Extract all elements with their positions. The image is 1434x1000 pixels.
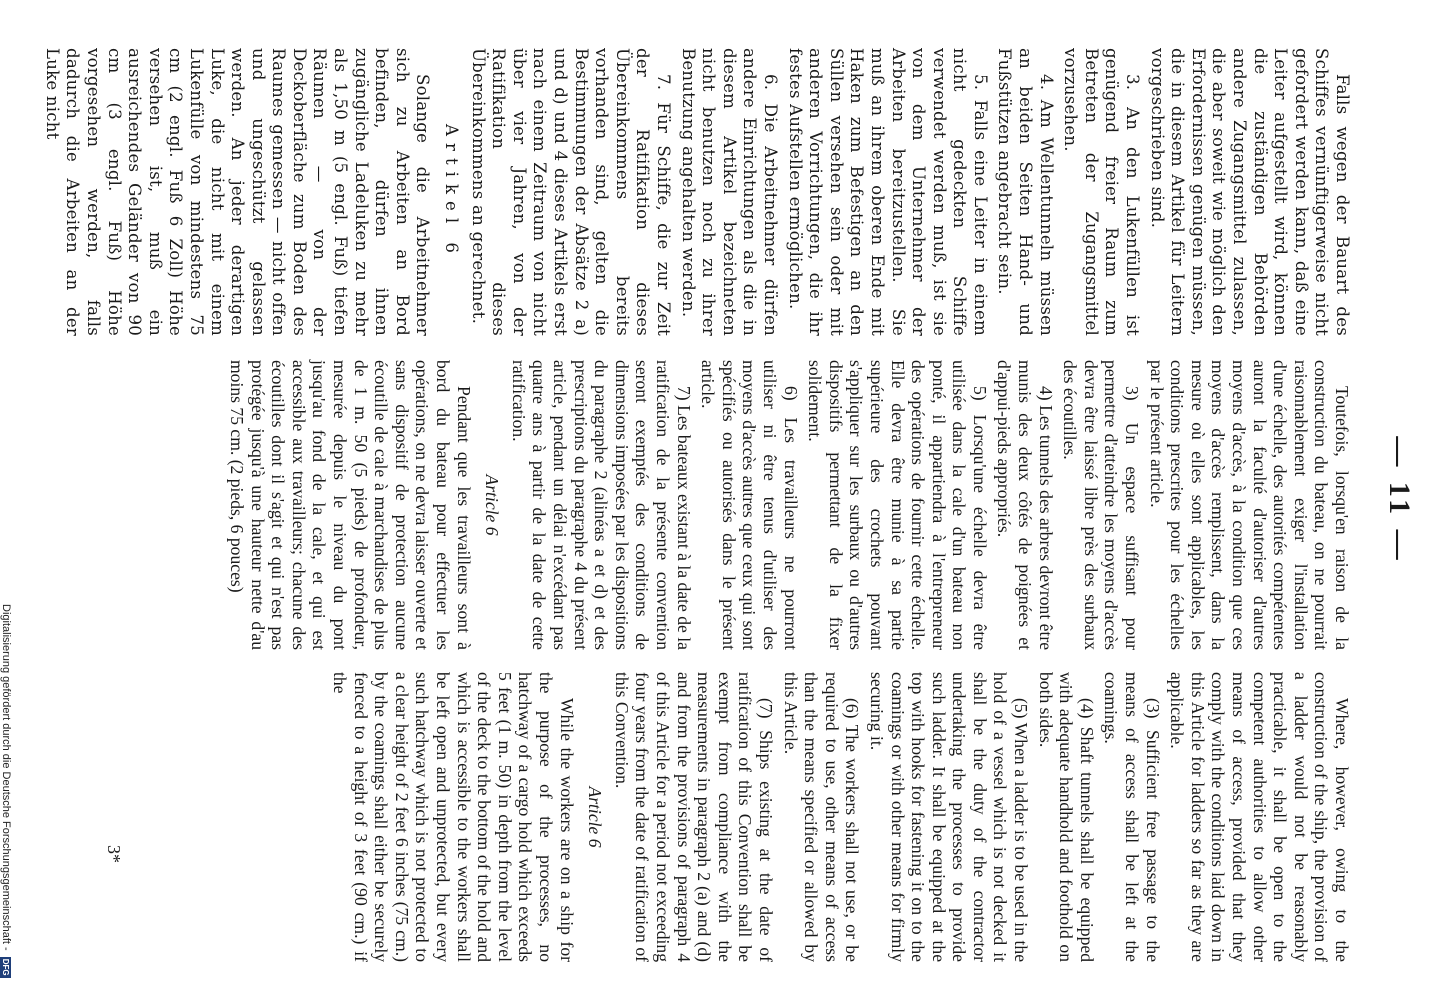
english-paragraph-5: (5) When a ladder is to be used in the hold of a vessel which is not decked it shall be the duty of the contractor undertaking the processes to provide such ladder. It shall be equipped at the top with hooks for fastening it on to the coamings or with other means for firmly securing it. <box>866 672 1032 962</box>
german-paragraph-4: 4. Am Wellentunneln müssen an beiden Seiten Hand- und Fußstützen angebracht sein. <box>995 48 1056 336</box>
french-paragraph-4: 4) Les tunnels des arbres devront être munis des deux côtés de poignées et d'appui-pieds appropriés. <box>994 360 1056 650</box>
german-column <box>41 48 1352 336</box>
watermark-text: Digitalisierung gefördert durch die Deutsche Forschungsgemeinschaft <box>0 604 12 944</box>
english-article-6-text: While the workers are on a ship for the purpose of the processes, no hatchway of a cargo hold which exceeds 5 feet (1 m. 50) in depth from the level of the deck to the bottom of the hold and which is accessible to the workers shall be left open and unprotected, but every such hatchway which is not protected to a clear height of 2 feet 6 inches (75 cm.) by the coamings shall either be securely fenced to a height of 3 feet (90 cm.) if the <box>330 672 577 962</box>
digitization-watermark: Digitalisierung gefördert durch die Deutsche Forschungsgemeinschaft - DFG <box>0 604 12 976</box>
french-article-6-text: Pendant que les travailleurs sont à bord du bateau pour effectuer les opérations, on ne devra laisser ouverte et sans dispositif de protection aucune écoutille de cale à marchandises de plus de 1 m. 50 (5 pieds) de profondeur, mesurée depuis le niveau du pont jusqu'au fond de la cale, et qui est accessible aux travailleurs; chacune des écoutilles dont il s'agit et qui n'est pas protégée jusqu'à une hauteur nette d'au moins 75 cm. (2 pieds, 6 pouces) <box>227 360 474 650</box>
german-paragraph-3: 3. An den Lukenfüllen ist genügend freier Raum zum Betreten der Zugangsmittel vorzusehen. <box>1061 48 1143 336</box>
english-paragraph-intro: Where, however, owing to the construction of the ship, the provision of a ladder would not be reasonably practicable, it shall be open to the competent authorities to allow other means of access, provided that they comply with the conditions laid down in this Article for ladders so far as they are applicable. <box>1167 672 1352 962</box>
french-column <box>227 360 1352 650</box>
german-paragraph-5: 5. Falls eine Leiter in einem nicht gedeckten Schiffe verwendet werden muß, ist sie von dem Unternehmer der Arbeiten bereitzustellen. Sie muß an ihrem oberen Ende mit Haken zum Befestigen an den Süllen versehen sein oder mit anderen Vorrichtungen, die ihr festes Aufstellen ermöglichen. <box>785 48 990 336</box>
page-number: — 11 — <box>1383 436 1416 564</box>
german-paragraph-intro: Falls wegen der Bauart des Schiffes vernünftigerweise nicht gefordert werden kann, daß eine Leiter aufgestellt wird, können die zuständigen Behörden andere Zugangsmittel zulassen, die aber soweit wie möglich den Erfordernissen genügen müssen, die in diesem Artikel für Leitern vorgeschrieben sind. <box>1147 48 1352 336</box>
english-paragraph-3: (3) Sufficient free passage to the means of access shall be left at the coamings. <box>1101 672 1163 962</box>
dfg-logo: DFG <box>1 958 11 976</box>
french-paragraph-6: 6) Les travailleurs ne pourront utiliser ni être tenus d'utiliser des moyens d'accès autres que ceux qui sont spécifiés ou autorisés dans le présent article. <box>698 360 801 650</box>
french-paragraph-intro: Toutefois, lorsqu'en raison de la construction du bateau, on ne pourrait raisonnablement exiger l'installation d'une échelle, des autorités compétentes auront la faculté d'autoriser d'autres moyens d'accès, à la condition que ces moyens d'accès remplissent, dans la mesure où elles sont applicables, les conditions prescrites pour les échelles par le présent article. <box>1146 360 1352 650</box>
german-paragraph-6: 6. Die Arbeitnehmer dürfen andere Einrichtungen als die in diesem Artikel bezeichneten nicht benutzen noch zu ihrer Benutzung angehalten werden. <box>678 48 780 336</box>
french-paragraph-5: 5) Lorsqu'une échelle devra être utilisée dans la cale d'un bateau non ponté, il appartiendra à l'entrepreneur des opérations de fournir cette échelle. Elle devra être munie à sa partie supérieure des crochets pouvant s'appliquer sur les surbaux ou d'autres dispositifs permettant de la fixer solidement. <box>805 360 990 650</box>
french-article-heading: Article 6 <box>482 474 503 536</box>
german-article-heading: Artikel 6 <box>442 124 462 260</box>
english-paragraph-7: (7) Ships existing at the date of ratification of this Convention shall be exempt from compliance with the measurements in paragraph 2 (a) and (d) and from the provisions of paragraph 4 of this Article for a period not exceeding four years from the date of ratification of this Convention. <box>611 672 776 962</box>
english-article-heading: Article 6 <box>585 786 606 848</box>
french-paragraph-7: 7) Les bateaux existant à la date de la ratification de la présente convention seront exemptés des conditions de dimensions imposées par les dispositions du paragraphe 2 (alinéas a et d) et des prescriptions du paragraphe 4 du présent article, pendant un délai n'excédant pas quatre ans à partir de la date de cette ratification. <box>508 360 694 650</box>
signature-mark: 3* <box>104 845 124 863</box>
english-column <box>330 672 1353 962</box>
french-paragraph-3: 3) Un espace suffisant pour permettre d'atteindre les moyens d'accès devra être laissé libre près des surbaux des écoutilles. <box>1060 360 1143 650</box>
english-paragraph-6: (6) The workers shall not use, or be required to use, other means of access than the means specified or allowed by this Article. <box>780 672 863 962</box>
german-paragraph-7: 7. Für Schiffe, die zur Zeit der Ratifikation dieses Übereinkommens bereits vorhanden sind, gelten die Bestimmungen der Absätze 2 a) und d) und 4 dieses Artikels erst nach einem Zeitraum von nicht über vier Jahren, von der Ratifikation dieses Übereinkommens an gerechnet. <box>468 48 673 336</box>
english-paragraph-4: (4) Shaft tunnels shall be equipped with adequate handhold and foothold on both sides. <box>1035 672 1097 962</box>
german-article-6-text: Solange die Arbeitnehmer sich zu Arbeiten an Bord befinden, dürfen ihnen zugängliche Ladeluken zu mehr als 1,50 m (5 engl. Fuß) tiefen Räumen — von der Deckoberfläche zum Boden des Raumes gemessen — nicht offen und ungeschützt gelassen werden. An jeder derartigen Luke, die nicht mit einem Lukenfülle von mindestens 75 cm (2 engl. Fuß 6 Zoll) Höhe versehen ist, muß ein ausreichendes Geländer von 90 cm (3 engl. Fuß) Höhe vorgesehen werden, falls dadurch die Arbeiten an der Luke nicht <box>42 48 433 336</box>
